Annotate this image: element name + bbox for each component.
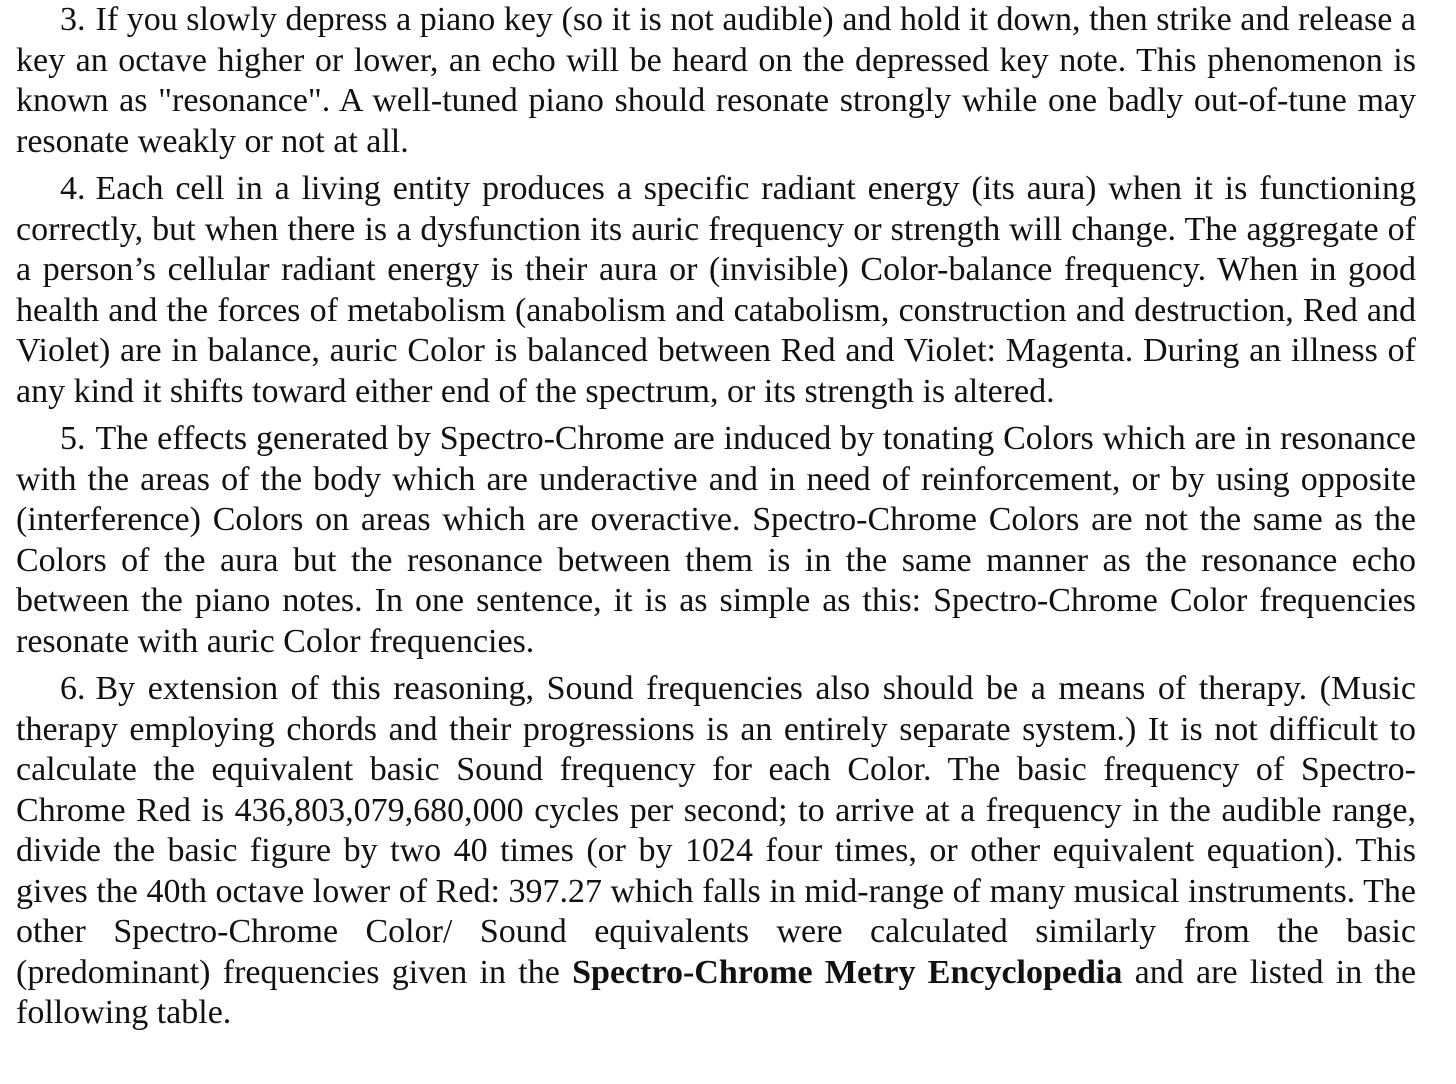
paragraph-text: If you slowly depress a piano key (so it is not audible) and hold it down, then strike and release a key an octave higher or lower, an echo will be heard on the depressed key note. This phenomenon is known as "resonance". A well-tuned piano should resonate strongly while one badly out-of-tune may resonate weakly or not at all. xyxy=(16,1,1416,160)
paragraph-text: By extension of this reasoning, Sound frequencies also should be a means of therapy. (Music therapy employing chords and their progressions is an entirely separate system.) It is not difficult to calculate the equivalent basic Sound frequency for each Color. The basic frequency of Spectro-Chrome Red is 436,803,079,680,000 cycles per second; to arrive at a frequency in the audible range, divide the basic figure by two 40 times (or by 1024 four times, or other equivalent equation). This gives the 40th octave lower of Red: 397.27 which falls in mid-range of many musical instruments. The other Spectro-Chrome Color/ Sound equivalents were calculated similarly from the basic (predominant) frequencies given in the xyxy=(16,670,1416,991)
paragraph-text-end: and are listed in the following table. xyxy=(16,953,1417,1031)
paragraph-text: Each cell in a living entity produces a specific radiant energy (its aura) when it is functioning correctly, but when there is a dysfunction its auric frequency or strength will change. The aggregate of a person’s cellular radiant energy is their aura or (invisible) Color-balance frequency. When in good health and the forces of metabolism (anabolism and catabolism, construction and destruction, Red and Violet) are in balance, auric Color is balanced between Red and Violet: Magenta. During an illness of any kind it shifts toward either end of the spectrum, or its strength is altered. xyxy=(16,170,1416,410)
paragraph-number: 6. xyxy=(60,670,86,707)
paragraph-number: 5. xyxy=(60,420,86,457)
paragraph-5 xyxy=(16,419,1416,662)
paragraph-number: 3. xyxy=(60,1,86,38)
document-page xyxy=(16,0,1416,1041)
paragraph-text: The effects generated by Spectro-Chrome are induced by tonating Colors which are in resonance with the areas of the body which are underactive and in need of reinforcement, or by using opposite (interference) Colors on areas which are overactive. Spectro-Chrome Colors are not the same as the Colors of the aura but the resonance between them is in the same manner as the resonance echo between the piano notes. In one sentence, it is as simple as this: Spectro-Chrome Color frequencies resonate with auric Color frequencies. xyxy=(16,420,1416,660)
paragraph-6 xyxy=(16,669,1416,1034)
paragraph-4 xyxy=(16,169,1416,412)
paragraph-number: 4. xyxy=(60,170,86,207)
paragraph-3 xyxy=(16,0,1416,162)
book-title: Spectro-Chrome Metry Encyclopedia xyxy=(572,953,1123,991)
